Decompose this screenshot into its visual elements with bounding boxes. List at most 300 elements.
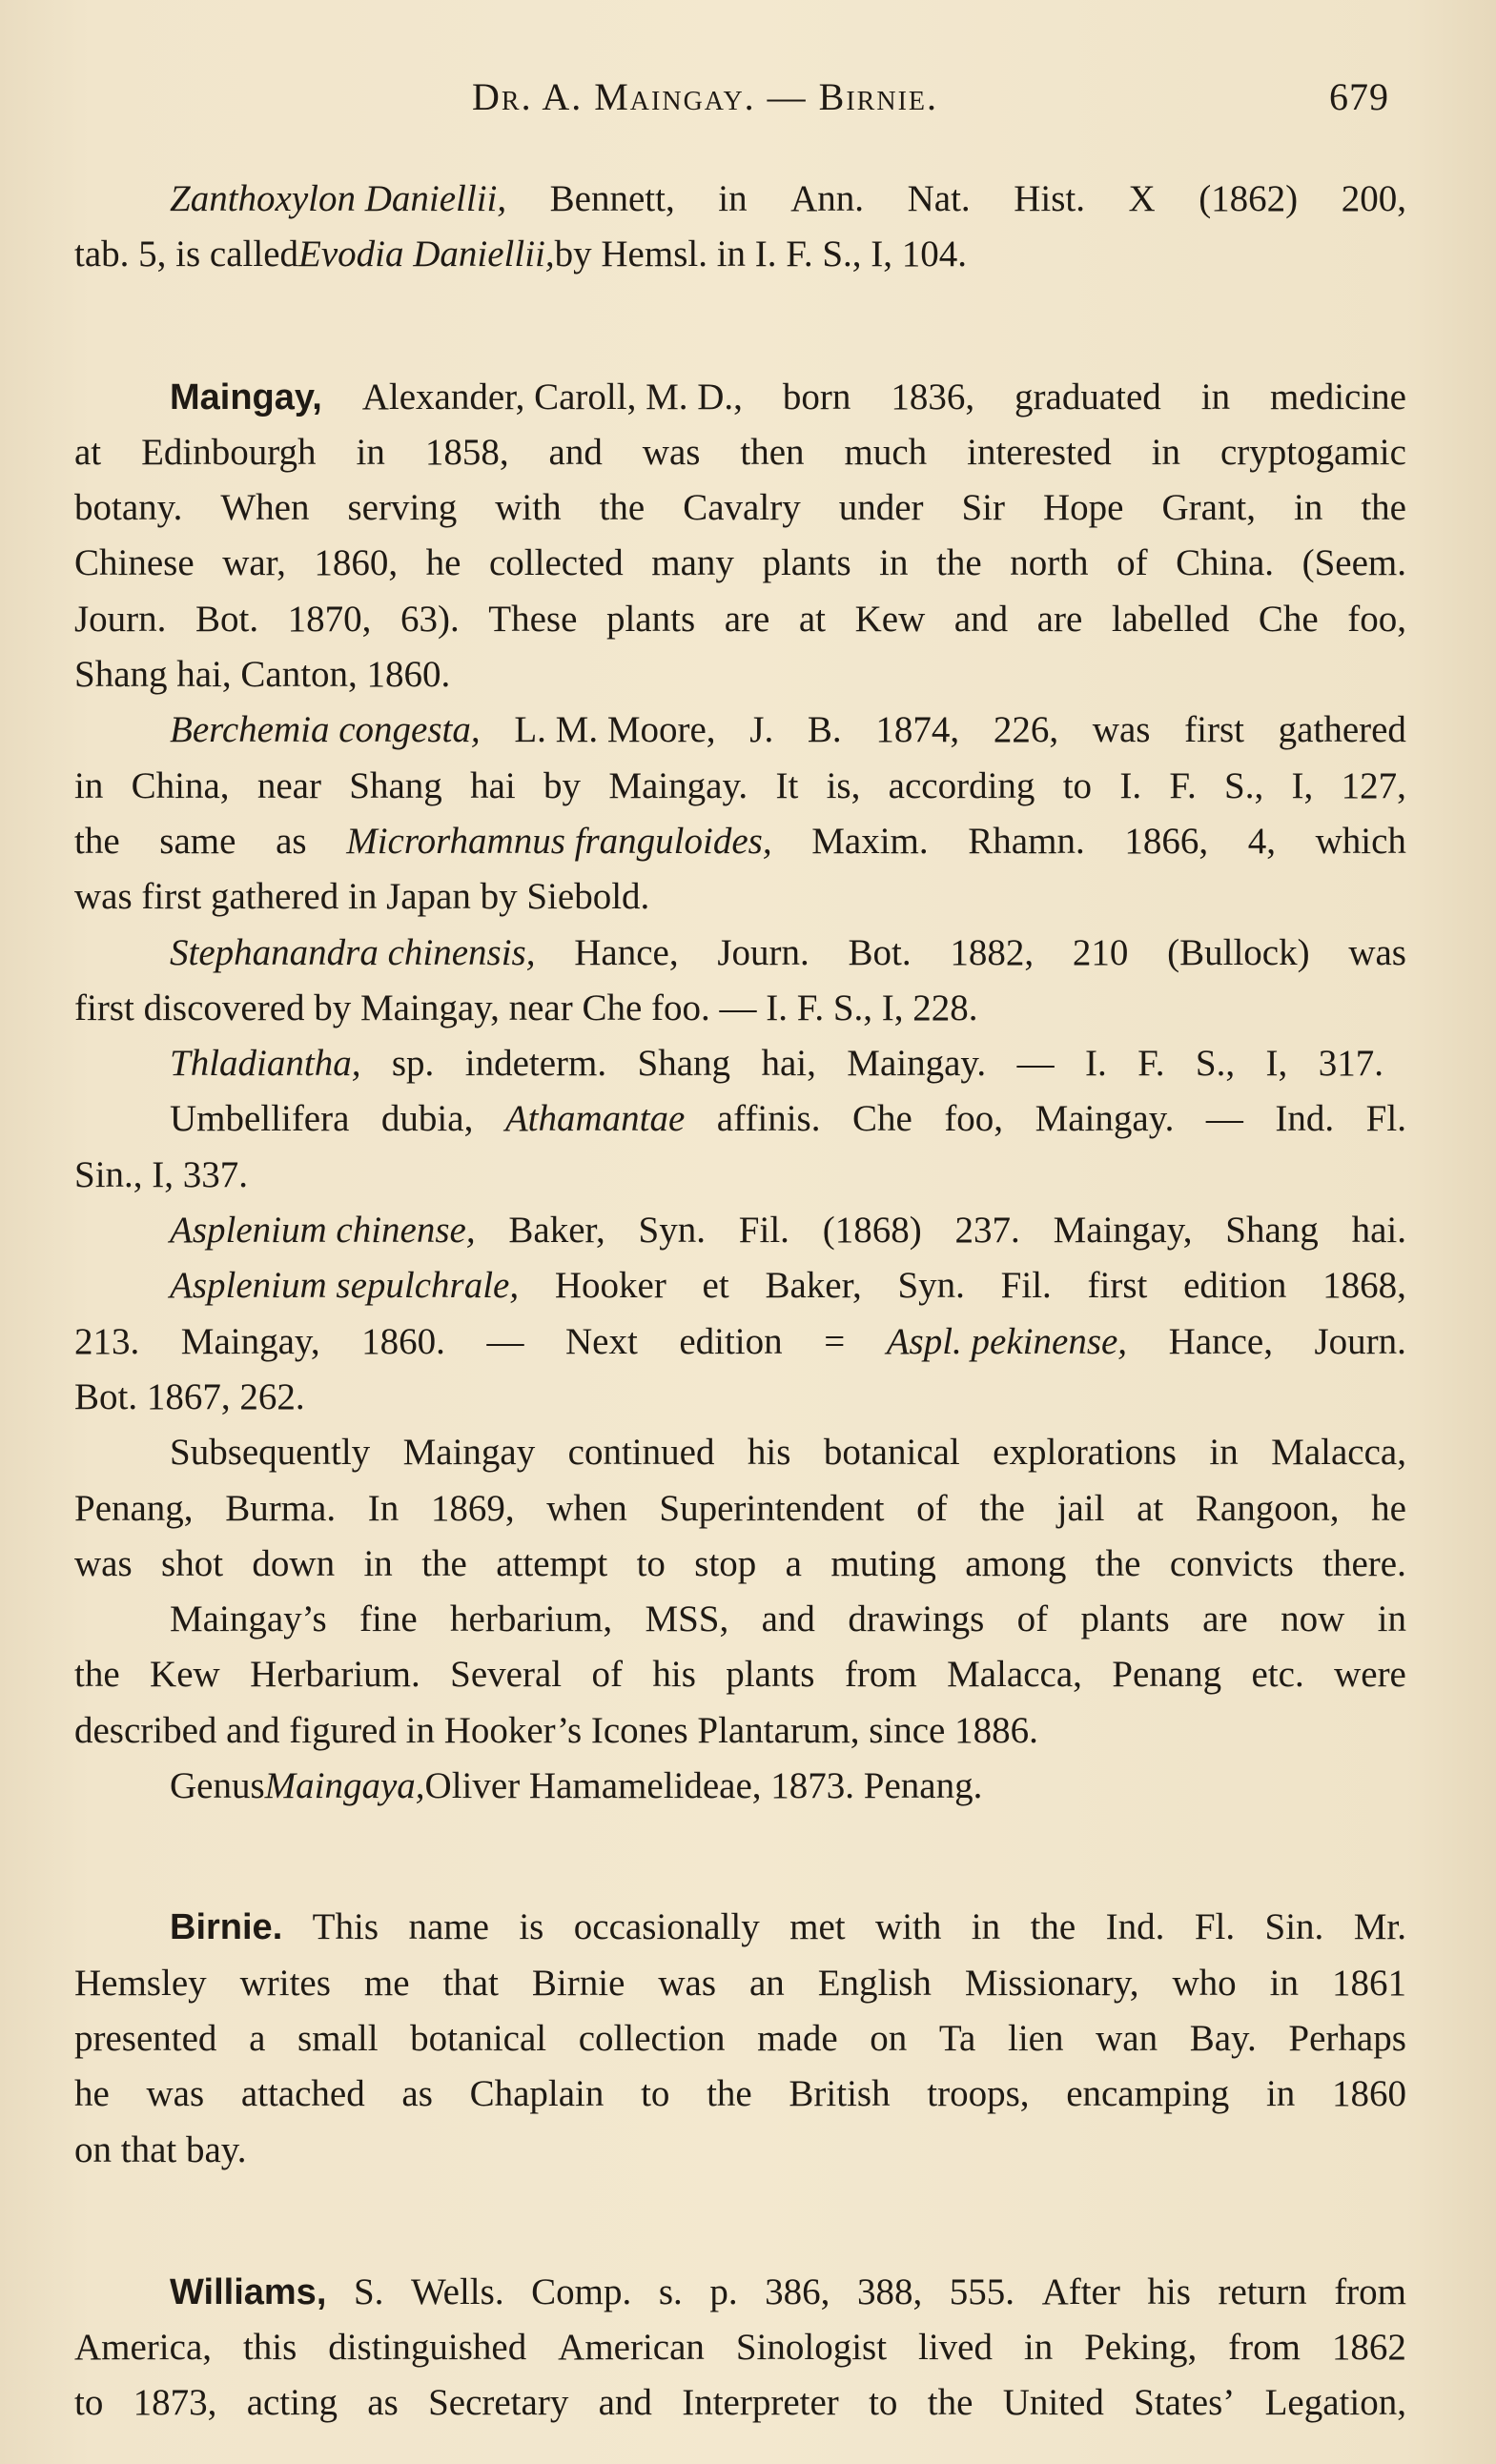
word: Chaplain	[469, 2073, 605, 2115]
word: in	[879, 542, 909, 584]
word: and	[598, 2382, 652, 2424]
word: and	[548, 431, 603, 473]
word: Alexander, Caroll, M. D.,	[361, 376, 743, 417]
word: Hance,	[1168, 1320, 1273, 1362]
word: botanical	[823, 1432, 960, 1474]
word: were	[1334, 1654, 1406, 1696]
species-name: Berchemia congesta,	[170, 709, 481, 751]
word: English	[817, 1962, 932, 2004]
word: drawings	[848, 1599, 985, 1640]
word: near	[256, 764, 321, 806]
word: under	[838, 487, 924, 529]
word: Perhaps	[1288, 2017, 1406, 2059]
word: at	[1137, 1487, 1164, 1529]
word: with	[875, 1906, 942, 1948]
word: 1874,	[875, 709, 960, 751]
word: as	[276, 820, 307, 862]
word: to	[1062, 764, 1093, 806]
genus-name: Maingaya,	[264, 1765, 425, 1807]
word: S.,	[1224, 764, 1264, 806]
entry-heading: Birnie.	[170, 1907, 283, 1948]
word: his	[1147, 2271, 1191, 2312]
species-name: Stephanandra chinensis,	[170, 931, 536, 973]
word: Subsequently	[170, 1432, 371, 1474]
text-line	[74, 1703, 1406, 1759]
species-name: Aspl. pekinense,	[886, 1320, 1128, 1362]
word: Rangoon,	[1195, 1487, 1340, 1529]
text-line	[74, 480, 1406, 536]
word: collected	[489, 542, 624, 584]
word: hai	[470, 764, 516, 806]
word: Ta	[938, 2017, 976, 2059]
text-line	[74, 647, 1406, 703]
word: Missionary,	[964, 1962, 1139, 2004]
word: Burma.	[225, 1487, 337, 1529]
word: 386,	[765, 2271, 830, 2312]
word: muting	[830, 1542, 936, 1584]
word: sp.	[391, 1043, 435, 1085]
word: this	[242, 2327, 297, 2369]
word: 1862	[1331, 2327, 1406, 2369]
word: that	[442, 1962, 499, 2004]
word: Sinologist	[735, 2327, 888, 2369]
text-line	[74, 926, 1406, 981]
word: botany.	[74, 487, 183, 529]
word: Bennett,	[549, 178, 675, 219]
word: there.	[1322, 1542, 1406, 1584]
word: This	[312, 1906, 379, 1948]
word: et	[702, 1265, 729, 1307]
text-line	[74, 2265, 1406, 2320]
word: graduated	[1014, 376, 1161, 417]
word: by Hemsl. in I. F. S., I, 104.	[554, 234, 968, 275]
text-line	[74, 2067, 1406, 2122]
word: made	[757, 2017, 838, 2059]
word: Herbarium.	[250, 1654, 420, 1696]
word: was	[146, 2073, 205, 2115]
word: to	[74, 2382, 104, 2424]
word: 1869,	[430, 1487, 515, 1529]
word: affinis.	[716, 1098, 821, 1140]
word: the	[1361, 487, 1406, 529]
word: fine	[359, 1599, 418, 1640]
word: Superintendent	[659, 1487, 885, 1529]
word: 213.	[74, 1320, 140, 1362]
word: Fl.	[1365, 1098, 1406, 1140]
word: 555.	[949, 2271, 1014, 2312]
word: United	[1002, 2382, 1104, 2424]
word: lived	[917, 2327, 993, 2369]
word: is,	[826, 764, 861, 806]
word: etc.	[1251, 1654, 1304, 1696]
word: same	[159, 820, 236, 862]
word: Hope	[1042, 487, 1124, 529]
word: States’	[1134, 2382, 1236, 2424]
word: Baker,	[508, 1210, 605, 1252]
word: —	[486, 1320, 524, 1362]
word: 200,	[1341, 178, 1406, 219]
word: distinguished	[328, 2327, 527, 2369]
word: and	[761, 1599, 815, 1640]
word: met	[789, 1906, 846, 1948]
word: Sir	[961, 487, 1005, 529]
word: 1882,	[950, 931, 1035, 973]
line-text: described and figured in Hooker’s Icones Plantarum, since 1886.	[74, 1709, 1038, 1751]
word: north	[1010, 542, 1089, 584]
word: Hist.	[1014, 178, 1085, 219]
word: B.	[807, 709, 842, 751]
word: X	[1128, 178, 1156, 219]
word: Edinbourgh	[141, 431, 317, 473]
word: first	[1087, 1265, 1148, 1307]
word: 1868,	[1322, 1265, 1406, 1307]
word: 226,	[993, 709, 1059, 751]
word: interested	[967, 431, 1112, 473]
word: of	[916, 1487, 948, 1529]
word: and	[953, 598, 1009, 640]
text-line	[74, 1647, 1406, 1702]
word: was	[1092, 709, 1151, 751]
word: indeterm.	[464, 1043, 607, 1085]
word: Sin.	[1264, 1906, 1324, 1948]
word: Fl.	[1194, 1906, 1236, 1948]
word: Genus	[170, 1765, 265, 1807]
word: (Seem.	[1301, 542, 1406, 584]
word: Syn.	[638, 1210, 706, 1252]
word: In	[367, 1487, 400, 1529]
word: Syn.	[897, 1265, 965, 1307]
text-line	[74, 703, 1406, 758]
word: I,	[1291, 764, 1314, 806]
word: S.	[353, 2271, 384, 2312]
species-name: Athamantae	[504, 1098, 686, 1140]
word: Journ.	[1314, 1320, 1406, 1362]
word: by	[543, 764, 582, 806]
word: when	[546, 1487, 627, 1529]
word: Penang,	[74, 1487, 194, 1529]
word: J.	[749, 709, 774, 751]
line-text: Oliver Hamamelideae, 1873. Penang.	[424, 1765, 983, 1807]
word: was	[642, 431, 701, 473]
word: foo,	[1347, 598, 1406, 640]
word: the	[1095, 1542, 1141, 1584]
word: Maingay’s	[170, 1599, 327, 1640]
word: the	[599, 487, 646, 529]
word: Legation,	[1264, 2382, 1406, 2424]
word: are	[1202, 1599, 1248, 1640]
word: 63).	[400, 598, 460, 640]
word: dubia,	[380, 1098, 474, 1140]
word: hai.	[1351, 1210, 1406, 1252]
word: 1836,	[891, 376, 975, 417]
word: plants	[1080, 1599, 1170, 1640]
word: 127,	[1341, 764, 1406, 806]
word: plants	[605, 598, 696, 640]
word: of	[591, 1654, 623, 1696]
line-text: first discovered by Maingay, near Che foo. — I. F. S., I, 228.	[74, 987, 978, 1028]
word: in	[1377, 1599, 1406, 1640]
word: Next	[564, 1320, 638, 1362]
word: 1860	[1331, 2073, 1406, 2115]
word: troops,	[927, 2073, 1030, 2115]
word: is	[519, 1906, 544, 1948]
word: from	[1228, 2327, 1301, 2369]
word: at	[798, 598, 827, 640]
word: the	[707, 2073, 752, 2115]
word: Umbellifera	[170, 1098, 350, 1140]
word: foo,	[944, 1098, 1004, 1140]
word: jail	[1056, 1487, 1105, 1529]
word: as	[367, 2382, 399, 2424]
word: Rhamn.	[968, 820, 1085, 862]
word: name	[408, 1906, 489, 1948]
word: shot	[161, 1542, 224, 1584]
text-line	[74, 1148, 1406, 1203]
word: wan	[1096, 2017, 1158, 2059]
word: gathered	[1278, 709, 1406, 751]
word: 1873,	[133, 2382, 217, 2424]
text-line	[74, 2011, 1406, 2067]
word: in	[1209, 1432, 1239, 1474]
word: 1860.	[361, 1320, 445, 1362]
word: American	[558, 2327, 705, 2369]
word: S.,	[1195, 1043, 1236, 1085]
word: F.	[1137, 1043, 1165, 1085]
word: 1866,	[1124, 820, 1209, 862]
word: Wells.	[410, 2271, 504, 2312]
text-line	[74, 1537, 1406, 1592]
maingay-entry	[74, 370, 1406, 1815]
word: which	[1315, 820, 1406, 862]
word: was	[1348, 931, 1406, 973]
text-line	[74, 1036, 1406, 1091]
word: Ind.	[1105, 1906, 1165, 1948]
text-line	[74, 592, 1406, 647]
entry-heading: Williams,	[170, 2271, 327, 2312]
word: 4,	[1247, 820, 1276, 862]
word: a	[249, 2017, 266, 2059]
word: 210	[1072, 931, 1129, 973]
word: then	[740, 431, 805, 473]
text-line	[74, 1759, 1406, 1814]
word: Cavalry	[683, 487, 801, 529]
word: explorations	[993, 1432, 1177, 1474]
word: continued	[567, 1432, 715, 1474]
word: in	[356, 431, 385, 473]
word: edition	[679, 1320, 783, 1362]
word: Hemsley	[74, 1962, 207, 2004]
word: Mr.	[1353, 1906, 1406, 1948]
word: When	[220, 487, 310, 529]
word: Maingay,	[1053, 1210, 1193, 1252]
word: F.	[1169, 764, 1197, 806]
word: at	[74, 431, 102, 473]
text-line	[74, 1258, 1406, 1313]
word: These	[488, 598, 578, 640]
word: s.	[658, 2271, 683, 2312]
text-line	[74, 536, 1406, 591]
word: Peking,	[1084, 2327, 1198, 2369]
word: with	[495, 487, 562, 529]
text-line	[74, 227, 1406, 282]
word: China,	[131, 764, 230, 806]
word: Fil.	[1000, 1265, 1052, 1307]
word: Grant,	[1161, 487, 1257, 529]
word: Bot.	[195, 598, 259, 640]
word: according	[888, 764, 1035, 806]
word: I.	[1084, 1043, 1107, 1085]
text-line	[74, 172, 1406, 227]
word: in	[1265, 2073, 1296, 2115]
running-title: Dr. A. Maingay. — Birnie.	[472, 75, 938, 118]
word: I.	[1119, 764, 1142, 806]
word: 1861	[1331, 1962, 1406, 2004]
word: in	[1294, 487, 1323, 529]
word: presented	[74, 2017, 217, 2059]
word: Journ.	[74, 598, 167, 640]
word: he	[1371, 1487, 1406, 1529]
word: 317.	[1318, 1043, 1383, 1085]
word: he	[425, 542, 461, 584]
line-text: on that bay.	[74, 2128, 247, 2170]
word: After	[1041, 2271, 1120, 2312]
page-body	[74, 172, 1406, 2432]
word: Che	[1258, 598, 1319, 640]
text-line	[74, 1091, 1406, 1147]
word: stop	[694, 1542, 757, 1584]
word: serving	[347, 487, 458, 529]
word: (1868)	[822, 1210, 922, 1252]
line-text: Bot. 1867, 262.	[74, 1375, 305, 1417]
word: the	[1030, 1906, 1076, 1948]
birnie-entry	[74, 1900, 1406, 2177]
word: are	[724, 598, 770, 640]
word: Interpreter	[682, 2382, 839, 2424]
word: he	[74, 2073, 110, 2115]
word: It	[775, 764, 799, 806]
word: among	[965, 1542, 1067, 1584]
word: occasionally	[573, 1906, 760, 1948]
line-text: Sin., I, 337.	[74, 1153, 249, 1195]
word: his	[652, 1654, 696, 1696]
word: —	[1205, 1098, 1243, 1140]
running-head	[0, 74, 1496, 132]
word: from	[1334, 2271, 1406, 2312]
word: Maingay.	[847, 1043, 987, 1085]
word: Malacca,	[947, 1654, 1082, 1696]
species-name: Asplenium sepulchrale,	[170, 1265, 520, 1307]
word: was	[658, 1962, 716, 2004]
williams-entry	[74, 2265, 1406, 2432]
text-line	[74, 1425, 1406, 1480]
word: in	[1269, 1962, 1299, 2004]
word: in	[1151, 431, 1181, 473]
word: in	[718, 178, 748, 219]
word: of	[1016, 1599, 1049, 1640]
word: the	[979, 1487, 1025, 1529]
line-text: Shang hai, Canton, 1860.	[74, 654, 451, 696]
word: Nat.	[907, 178, 971, 219]
word: Kew	[854, 598, 926, 640]
word: 1870,	[287, 598, 372, 640]
word: Bot.	[848, 931, 912, 973]
word: war,	[222, 542, 286, 584]
species-name: Evodia Daniellii,	[298, 234, 555, 275]
word: return	[1218, 2271, 1307, 2312]
word: collection	[578, 2017, 726, 2059]
text-line	[74, 759, 1406, 814]
word: Maingay.	[608, 764, 748, 806]
word: I,	[1265, 1043, 1288, 1085]
word: his	[747, 1432, 791, 1474]
word: =	[824, 1320, 846, 1362]
word: America,	[74, 2327, 213, 2369]
zanthoxylon-paragraph	[74, 172, 1406, 283]
word: Ind.	[1275, 1098, 1335, 1140]
word: first	[1184, 709, 1244, 751]
word: cryptogamic	[1219, 431, 1406, 473]
word: labelled	[1111, 598, 1230, 640]
word: many	[651, 542, 734, 584]
line-text: was first gathered in Japan by Siebold.	[74, 876, 650, 918]
word: Bay.	[1189, 2017, 1257, 2059]
word: a	[785, 1542, 802, 1584]
species-name: Microrhamnus franguloides,	[346, 820, 772, 862]
text-line	[74, 370, 1406, 425]
word: British	[789, 2073, 891, 2115]
page-number: 679	[1329, 75, 1389, 118]
word: me	[363, 1962, 410, 2004]
text-line	[74, 1900, 1406, 1955]
word: (1862)	[1199, 178, 1299, 219]
word: attached	[240, 2073, 365, 2115]
text-line	[74, 1592, 1406, 1647]
word: Journ.	[717, 931, 809, 973]
word: are	[1036, 598, 1083, 640]
word: edition	[1183, 1265, 1287, 1307]
text-line	[74, 1956, 1406, 2011]
word: born	[782, 376, 851, 417]
word: who	[1172, 1962, 1237, 2004]
word: the	[74, 820, 120, 862]
word: now	[1281, 1599, 1345, 1640]
word: acting	[246, 2382, 338, 2424]
word: lien	[1007, 2017, 1064, 2059]
word: herbarium,	[450, 1599, 613, 1640]
word: attempt	[496, 1542, 608, 1584]
entry-heading: Maingay,	[170, 377, 322, 417]
word: Shang	[1225, 1210, 1319, 1252]
word: tab. 5, is called	[74, 234, 299, 275]
species-name: Asplenium chinense,	[170, 1210, 476, 1252]
word: the	[421, 1542, 467, 1584]
word: of	[1117, 542, 1148, 584]
word: as	[401, 2073, 433, 2115]
word: small	[297, 2017, 379, 2059]
text-line	[74, 981, 1406, 1036]
word: p.	[709, 2271, 738, 2312]
word: Hance,	[574, 931, 679, 973]
text-line	[74, 2375, 1406, 2431]
word: encamping	[1066, 2073, 1230, 2115]
text-line	[74, 869, 1406, 925]
word: Hooker	[554, 1265, 666, 1307]
word: an	[748, 1962, 785, 2004]
word: Baker,	[765, 1265, 862, 1307]
word: (Bullock)	[1167, 931, 1310, 973]
word: Secretary	[428, 2382, 569, 2424]
text-line	[74, 814, 1406, 869]
